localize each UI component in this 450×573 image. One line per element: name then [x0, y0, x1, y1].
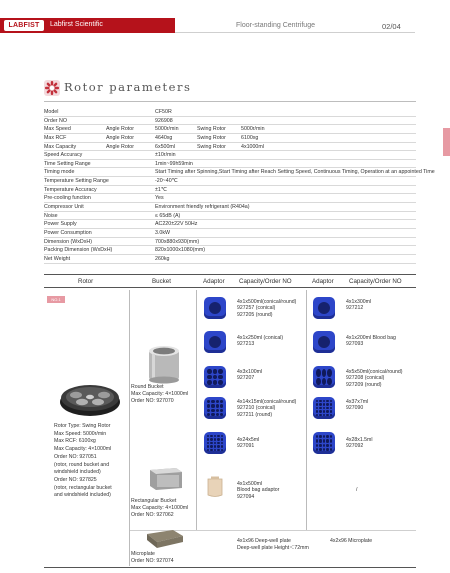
spec-label: Timing mode: [44, 169, 75, 176]
microplate-capacity-right: 4x2x96 Microplate: [330, 538, 373, 544]
spec-value: 6x500ml: [155, 143, 176, 150]
spec-value: Yes: [155, 195, 164, 202]
spec-sub-label: Swing Rotor: [197, 134, 226, 141]
tube-adaptor-icon: [313, 432, 335, 454]
spec-value: 926908: [155, 117, 173, 124]
capacity-order-right: 4x5x50ml(conical/round): [346, 369, 403, 375]
rotor-spec-line: (rotor, round bucket and: [54, 461, 110, 468]
capacity-order-left: 4x3x100ml: [237, 369, 263, 375]
spec-label: Pre-cooling function: [44, 195, 91, 202]
page-number: 02/04: [382, 22, 401, 31]
col-sep-3: [306, 290, 307, 530]
rotor-number-badge: NO.1: [47, 296, 65, 303]
section-divider: [44, 101, 416, 102]
bucket-label: Round Bucket: [131, 384, 164, 390]
bucket-label: Max Capacity: 4×1000ml: [131, 391, 189, 397]
spec-label: Packing Dimension (WxDxH): [44, 247, 113, 254]
spec-row: [44, 238, 416, 247]
spec-row: [44, 212, 416, 221]
rotor-spec-line: windshield included): [54, 469, 101, 476]
spec-value: AC220±22V 50Hz: [155, 221, 198, 228]
capacity-order-left: 927257 (conical): [237, 305, 276, 312]
spec-row: [44, 255, 416, 264]
spec-label: Order NO: [44, 117, 67, 124]
spec-value: 4640xg: [155, 134, 173, 141]
capacity-order-left: 927213: [237, 341, 255, 348]
spec-value: ≤ 65dB (A): [155, 212, 181, 219]
round-bucket-image: [146, 344, 182, 384]
spec-row: [44, 220, 416, 229]
page-header: [0, 0, 450, 70]
side-tab: [443, 128, 450, 156]
spec-value: Start Timing after Spinning,Start Timing after Reach Setting Speed, Continuous Timing, Operation at an appointed Time: [155, 169, 435, 176]
header-divider: [175, 32, 415, 33]
spec-table: [44, 108, 435, 264]
table-bottom: [44, 567, 416, 568]
spec-row: [44, 246, 416, 255]
capacity-order-right: 927212: [346, 305, 364, 312]
spec-value: 260kg: [155, 255, 170, 262]
tube-adaptor-icon: [204, 297, 226, 319]
microplate-image: [145, 526, 185, 550]
spec-value: CF50R: [155, 109, 172, 115]
rotor-spec-line: Max Speed: 5000r/min: [54, 430, 107, 437]
spec-value: 3.0kW: [155, 229, 171, 236]
spec-row: [44, 168, 435, 177]
rectangular-bucket-image: [146, 464, 184, 492]
bucket-label: Max Capacity: 4×1000ml: [131, 505, 189, 511]
spec-value: 5000r/min: [155, 126, 179, 133]
capacity-order-right: 4x1x300ml: [346, 299, 372, 305]
spec-value: 820x1000x1080(mm): [155, 247, 206, 254]
swing-rotor-image: [58, 378, 122, 418]
capacity-order-left: 4x24x5ml: [237, 437, 260, 443]
header-capacity-left: Capacity/Order NO: [239, 278, 292, 285]
blood-bag-adaptor-icon: [205, 476, 225, 498]
spec-row: [44, 117, 416, 126]
capacity-order-left: 4x1x500ml(conical/round): [237, 299, 297, 305]
bucket-label: Order NO: 927074: [131, 558, 174, 564]
spec-row: [44, 125, 416, 134]
document-title: Floor-standing Centrifuge: [236, 22, 315, 29]
spec-label: Noise: [44, 212, 58, 219]
spec-value: 5000r/min: [241, 126, 265, 133]
header-capacity-right: Capacity/Order NO: [349, 278, 402, 285]
spec-row: [44, 134, 416, 143]
section-title: Rotor parameters: [64, 80, 192, 94]
capacity-order-left: Blood bag adaptor: [237, 487, 280, 494]
spec-label: Temperature Accuracy: [44, 186, 97, 193]
capacity-order-left: 927205 (round): [237, 311, 273, 318]
capacity-order-right: 927093: [346, 341, 364, 348]
header-rotor: Rotor: [78, 278, 94, 285]
col-sep-2: [196, 290, 197, 530]
spec-label: Temperature Setting Range: [44, 178, 109, 185]
tube-adaptor-icon: [204, 397, 226, 419]
microplate-capacity: Deep-well plate Height＜72mm: [237, 545, 309, 551]
spec-value: 6100xg: [241, 134, 259, 141]
spec-sub-label: Angle Rotor: [106, 126, 134, 133]
tube-adaptor-icon: [313, 366, 335, 388]
spec-row: [44, 194, 416, 203]
brand-logo: LABFIST: [4, 20, 44, 31]
spec-label: Power Consumption: [44, 229, 92, 236]
microplate-capacity: 4x1x96 Deep-well plate: [237, 538, 291, 544]
bucket-label: Order NO: 927062: [131, 512, 174, 518]
spec-value: -20~40℃: [155, 178, 178, 185]
rotor-spec-line: Max RCF: 6100xg: [54, 438, 96, 445]
capacity-order-right: 927208 (conical): [346, 375, 385, 382]
capacity-order-right: /: [356, 487, 358, 493]
spec-value: Environment friendly refrigerant (R404a): [155, 204, 250, 211]
tube-adaptor-icon: [313, 397, 335, 419]
capacity-order-left: 4x14x15ml(conical/round): [237, 399, 297, 405]
rotor-table-header: [44, 274, 416, 288]
capacity-order-right: 927090: [346, 405, 364, 412]
tube-adaptor-icon: [204, 432, 226, 454]
spec-row: [44, 160, 416, 169]
spec-row: [44, 151, 416, 160]
rotor-spec-line: (rotor, rectangular bucket: [54, 484, 112, 491]
spec-label: Max Speed: [44, 126, 71, 133]
spec-sub-label: Angle Rotor: [106, 134, 134, 141]
spec-row: [44, 177, 416, 186]
rotor-spec-line: and windshield included): [54, 492, 111, 499]
capacity-order-right: 927209 (round): [346, 381, 382, 388]
spec-value: 4x1000ml: [241, 143, 264, 150]
brand-name: Labfirst Scientific: [50, 21, 103, 28]
capacity-order-left: 927094: [237, 493, 255, 500]
col-sep-1: [129, 290, 130, 566]
capacity-order-left: 4x1x500ml: [237, 481, 263, 487]
spec-label: Speed Accuracy: [44, 152, 83, 159]
capacity-order-left: 927091: [237, 443, 255, 450]
capacity-order-left: 927210 (conical): [237, 405, 276, 412]
spec-value: ±10r/min: [155, 152, 176, 159]
bucket-label: Rectangular Bucket: [131, 498, 177, 504]
capacity-order-left: 927207: [237, 375, 255, 382]
spec-value: 1min~99h59min: [155, 160, 193, 167]
header-adaptor-left: Adaptor: [203, 278, 225, 285]
tube-adaptor-icon: [204, 331, 226, 353]
spec-label: Net Weight: [44, 255, 71, 262]
rotor-spec-line: Max Capacity: 4×1000ml: [54, 446, 112, 453]
rotor-icon: [44, 80, 60, 96]
header-adaptor-right: Adaptor: [312, 278, 334, 285]
spec-label: Compressor Unit: [44, 204, 84, 211]
spec-label: Time Setting Range: [44, 160, 91, 167]
spec-sub-label: Swing Rotor: [197, 126, 226, 133]
bucket-label: Microplate: [131, 551, 155, 557]
spec-sub-label: Swing Rotor: [197, 143, 226, 150]
tube-adaptor-icon: [313, 297, 335, 319]
rotor-spec-line: Rotor Type: Swing Rotor: [54, 423, 111, 429]
capacity-order-right: 4x37x7ml: [346, 399, 369, 405]
spec-value: ±1℃: [155, 186, 167, 193]
tube-adaptor-icon: [313, 331, 335, 353]
bucket-label: Order NO: 927070: [131, 398, 174, 404]
spec-label: Max Capacity: [44, 143, 77, 150]
spec-label: Dimension (WxDxH): [44, 238, 92, 245]
spec-row: [44, 143, 416, 152]
spec-row: [44, 186, 416, 195]
tube-adaptor-icon: [204, 366, 226, 388]
capacity-order-right: 927092: [346, 443, 364, 450]
spec-row: [44, 203, 416, 212]
spec-label: Power Supply: [44, 221, 77, 228]
spec-sub-label: Angle Rotor: [106, 143, 134, 150]
header-bucket: Bucket: [152, 278, 171, 285]
capacity-order-right: 4x28x1.5ml: [346, 437, 373, 443]
spec-row: [44, 108, 416, 117]
rotor-spec-line: Order NO: 927051: [54, 453, 97, 460]
capacity-order-right: 4x1x200ml Blood bag: [346, 335, 396, 341]
spec-value: 700x880x930(mm): [155, 238, 200, 245]
spec-label: Max RCF: [44, 134, 67, 141]
rotor-spec-line: Order NO: 927825: [54, 476, 97, 483]
capacity-order-left: 4x1x250ml (conical): [237, 335, 284, 341]
capacity-order-left: 927211 (round): [237, 411, 273, 418]
spec-label: Model: [44, 109, 59, 115]
spec-row: [44, 229, 416, 238]
